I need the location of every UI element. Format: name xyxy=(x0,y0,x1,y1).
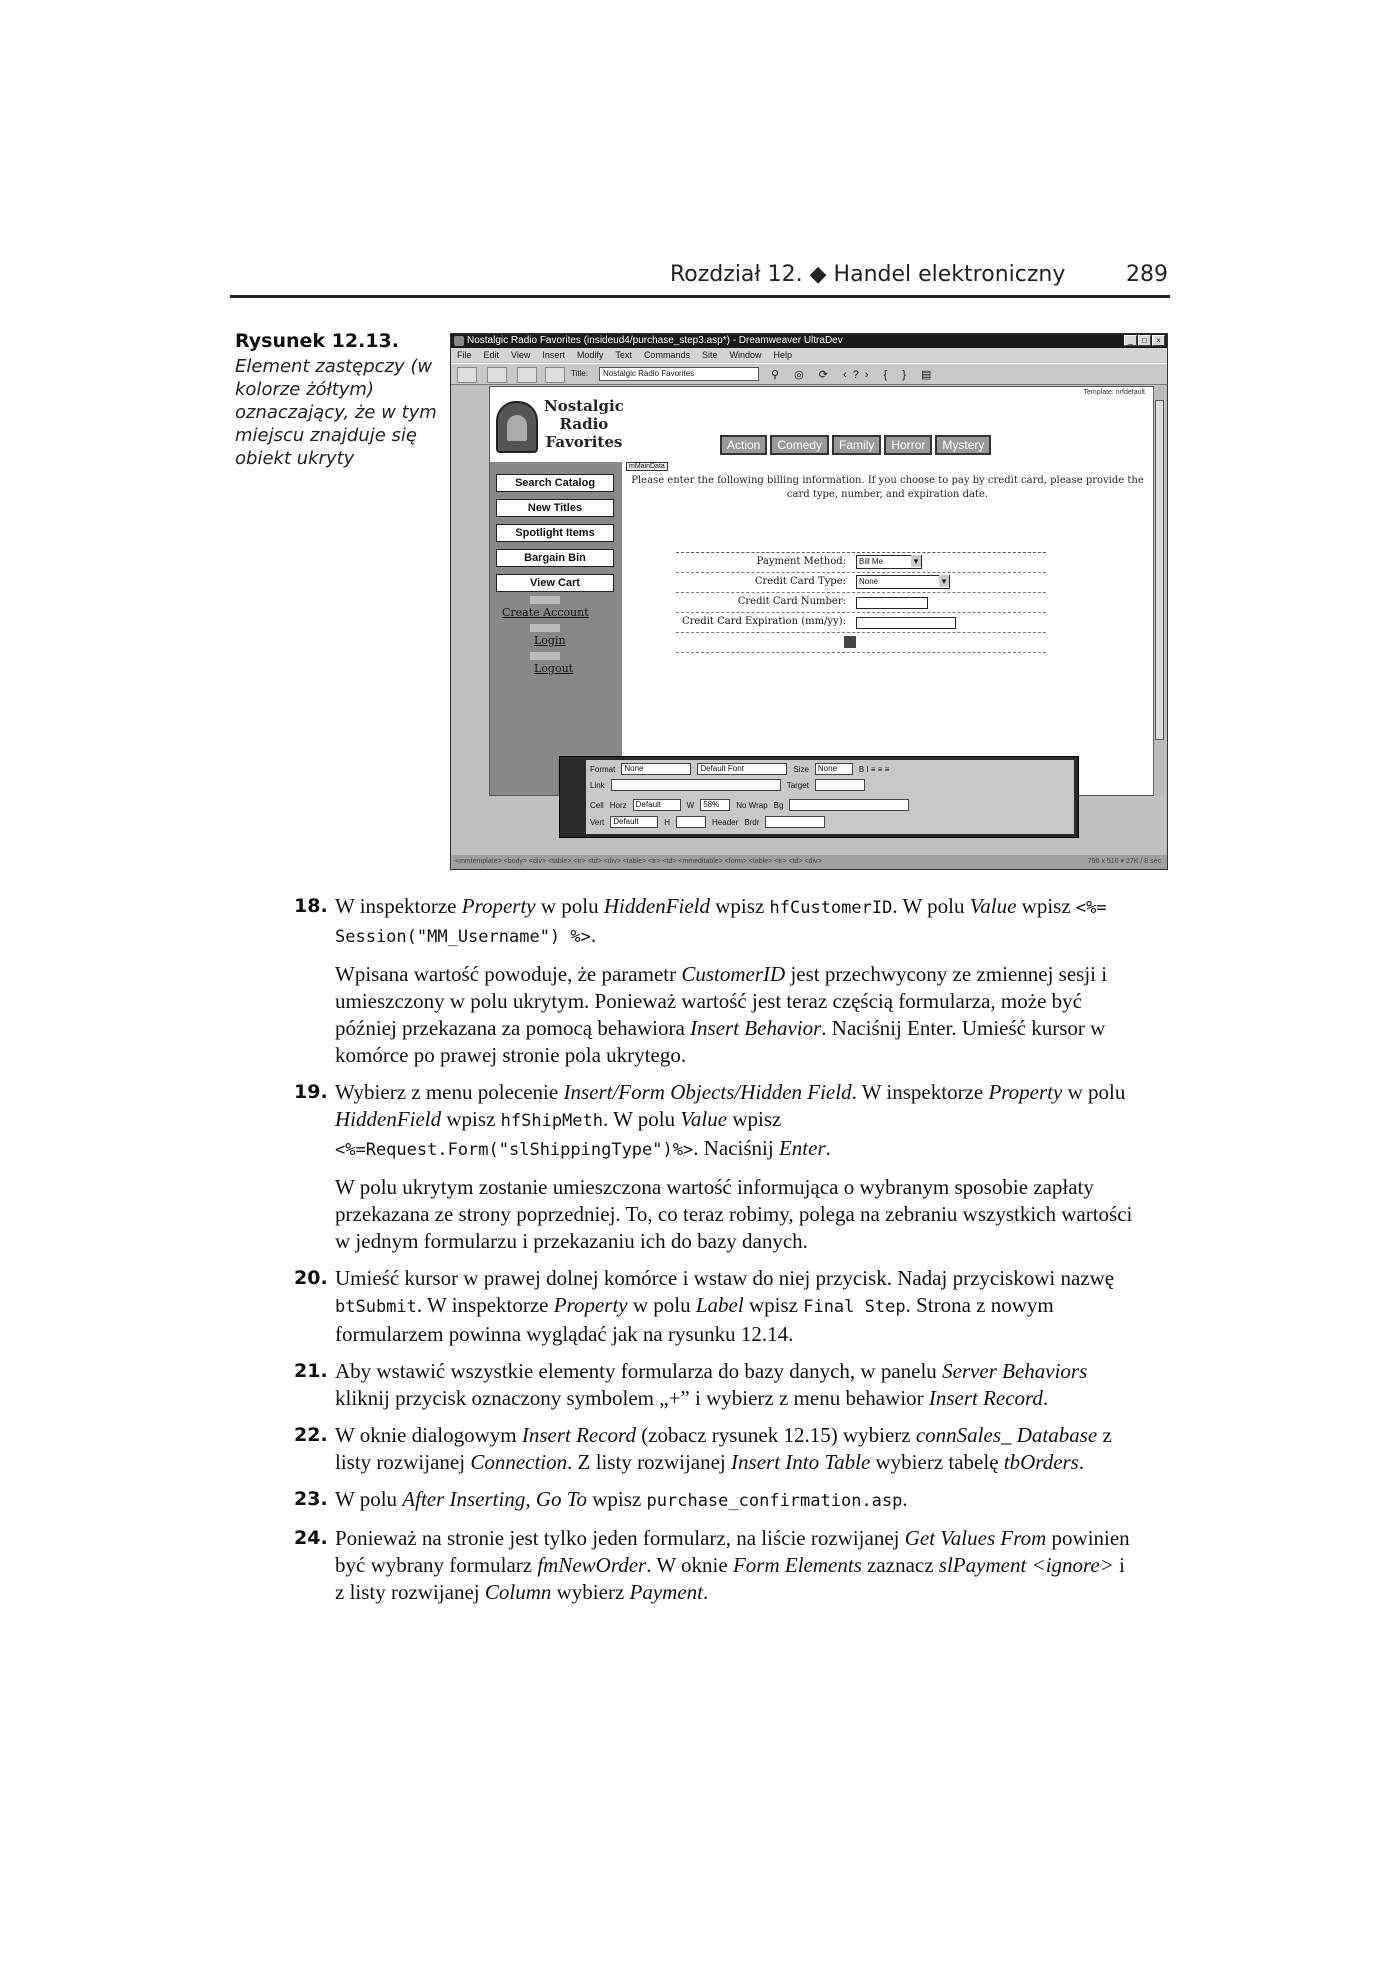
code-run: purchase_confirmation.asp xyxy=(646,1491,903,1511)
show-code-icon[interactable] xyxy=(457,367,477,383)
logout-link[interactable]: Logout xyxy=(534,662,574,675)
title-input[interactable]: Nostalgic Radio Favorites xyxy=(599,367,759,381)
text-run: . xyxy=(1042,1386,1049,1410)
text-run: Label xyxy=(695,1293,744,1317)
scroll-thumb[interactable] xyxy=(1155,400,1164,740)
tab-horror[interactable]: Horror xyxy=(884,435,932,455)
text-run: HiddenField xyxy=(335,1107,442,1131)
menu-commands[interactable]: Commands xyxy=(643,350,690,360)
text-run: Insert Into Table xyxy=(731,1450,871,1474)
code-run: <%=Request.Form("slShippingType")%> xyxy=(335,1140,694,1160)
cell-label: Cell xyxy=(590,800,604,810)
app-icon xyxy=(454,336,464,346)
card-type-select[interactable]: None ▾ xyxy=(856,575,950,589)
site-logo xyxy=(496,395,636,455)
server-tag-icon xyxy=(530,624,560,632)
property-inspector xyxy=(559,756,1079,838)
document-toolbar xyxy=(451,363,1167,385)
text-run: Property xyxy=(461,894,536,918)
code-run: hfCustomerID xyxy=(769,898,893,918)
template-label: Template: nrfdefault xyxy=(1083,389,1145,396)
card-type-label: Credit Card Type: xyxy=(754,576,846,587)
menu-file[interactable]: File xyxy=(457,350,472,360)
text-run: kliknij przycisk oznaczony symbolem „+” i wybierz z menu behawior xyxy=(335,1386,929,1410)
text-run: Wybierz z menu polecenie xyxy=(335,1080,564,1104)
bg-label: Bg xyxy=(773,800,784,810)
instruction-steps xyxy=(294,893,1135,1616)
text-run: w polu xyxy=(1062,1080,1126,1104)
site-sidebar xyxy=(490,462,622,796)
text-run: Property xyxy=(988,1080,1063,1104)
text-run: CustomerID xyxy=(681,962,786,986)
step-23 xyxy=(294,1486,1135,1515)
maximize-icon[interactable]: □ xyxy=(1138,335,1151,346)
card-number-input[interactable] xyxy=(856,597,928,609)
paragraph: W polu ukrytym zostanie umieszczona wartość informująca o wybranym sposobie zapłaty przekazana ze strony poprzedniej. To, co teraz robimy, polega na zebraniu wszystkich wartości w jednym formularzu i przekazaniu ich do bazy danych. xyxy=(335,1175,1133,1253)
bold-italic-icons[interactable]: B I ≡ ≡ ≡ xyxy=(858,764,890,774)
text-run: HiddenField xyxy=(603,894,711,918)
text-run: Aby wstawić wszystkie elementy formularza do bazy danych, w panelu xyxy=(335,1359,943,1383)
menu-modify[interactable]: Modify xyxy=(576,350,604,360)
window-controls xyxy=(1124,335,1165,346)
step-20 xyxy=(294,1265,1135,1348)
menu-text[interactable]: Text xyxy=(615,350,632,360)
menu-view[interactable]: View xyxy=(511,350,531,360)
payment-method-label: Payment Method: xyxy=(756,556,846,567)
text-run: Server Behaviors xyxy=(942,1359,1088,1383)
server-tag-icon xyxy=(530,596,560,604)
design-canvas xyxy=(489,386,1154,796)
tab-mystery[interactable]: Mystery xyxy=(935,435,991,455)
expiration-label: Credit Card Expiration (mm/yy): xyxy=(681,616,846,627)
text-run: wpisz xyxy=(441,1107,501,1131)
horz-select[interactable]: Default xyxy=(633,799,681,811)
text-run: W polu xyxy=(335,1487,403,1511)
text-run: Get Values From xyxy=(904,1526,1047,1550)
text-run: . xyxy=(703,1580,709,1604)
size-select[interactable]: None xyxy=(815,763,853,775)
chapter-title: Rozdział 12. ◆ Handel elektroniczny xyxy=(670,262,1066,287)
form-row xyxy=(676,553,1046,573)
font-select[interactable]: Default Font xyxy=(697,763,787,775)
figure-caption xyxy=(235,330,450,470)
step-number: 20. xyxy=(294,1267,328,1289)
text-run: . W oknie xyxy=(646,1553,733,1577)
bg-input[interactable] xyxy=(789,799,909,811)
window-titlebar xyxy=(451,334,1167,348)
show-design-icon[interactable] xyxy=(487,367,507,383)
text-run: w polu xyxy=(627,1293,696,1317)
text-run: jest przechwycony ze zmiennej sesji i umieszczony w polu ukrytym. Ponieważ wartość jest teraz częścią formularza, może być później przekazana za pomocą behawiora xyxy=(335,962,1108,1040)
text-run: After Inserting, Go To xyxy=(402,1487,588,1511)
text-run: Form Elements xyxy=(732,1553,862,1577)
form-row xyxy=(676,593,1046,613)
toolbar-icons[interactable]: ⚲ ◎ ⟳ ‹?› { } ▤ xyxy=(771,369,938,381)
target-select[interactable] xyxy=(815,779,865,791)
payment-method-select[interactable]: Bill Me ▾ xyxy=(856,555,922,569)
code-run: Final Step xyxy=(803,1297,906,1317)
brdr-label: Brdr xyxy=(744,817,760,827)
text-run: i z listy rozwijanej xyxy=(335,1553,1126,1604)
server-tag-icon xyxy=(530,652,560,660)
text-run: . Naciśnij xyxy=(693,1136,779,1160)
search-catalog-button[interactable]: Search Catalog xyxy=(496,474,614,492)
card-number-label: Credit Card Number: xyxy=(737,596,846,607)
paragraph xyxy=(335,961,1135,1069)
tab-family[interactable]: Family xyxy=(832,435,881,455)
text-run: Value xyxy=(969,894,1017,918)
text-run: . xyxy=(825,1136,831,1160)
link-label: Link xyxy=(590,780,605,790)
menu-edit[interactable]: Edit xyxy=(483,350,500,360)
code-run: hfShipMeth xyxy=(500,1111,603,1131)
form-row xyxy=(676,613,1046,633)
text-run: Wpisana wartość powoduje, że parametr xyxy=(335,962,682,986)
text-run: . Naciśnij Enter. Umieść kursor w komórce po prawej stronie pola ukrytego. xyxy=(335,1016,1106,1067)
vert-label: Vert xyxy=(590,817,605,827)
text-run: . W inspektorze xyxy=(851,1080,989,1104)
w-input[interactable]: 58% xyxy=(700,799,730,811)
logo-line-3: Favorites xyxy=(545,433,623,451)
new-titles-button[interactable]: New Titles xyxy=(496,499,614,517)
text-run: Value xyxy=(680,1107,728,1131)
figure-number: Rysunek 12.13. xyxy=(235,330,399,352)
view-cart-button[interactable]: View Cart xyxy=(496,574,614,592)
step-18 xyxy=(294,893,1135,951)
form-row xyxy=(676,573,1046,593)
step-number: 24. xyxy=(294,1527,328,1549)
text-run: W oknie dialogowym xyxy=(335,1423,522,1447)
text-run: Insert Record xyxy=(928,1386,1043,1410)
title-label: Title: xyxy=(571,369,589,378)
text-run: . Strona z nowym formularzem powinna wyglądać jak na rysunku 12.14. xyxy=(335,1293,1054,1346)
text-run: Insert Behavior xyxy=(690,1016,822,1040)
close-icon[interactable]: × xyxy=(1152,335,1165,346)
text-run: Payment xyxy=(629,1580,704,1604)
editable-region-tag: mMainData xyxy=(626,462,668,471)
text-run: . xyxy=(1078,1450,1085,1474)
vertical-scrollbar[interactable] xyxy=(1153,386,1165,796)
text-run: . xyxy=(590,923,597,947)
logo-line-1: Nostalgic xyxy=(544,397,624,415)
menu-site[interactable]: Site xyxy=(701,350,718,360)
link-input[interactable] xyxy=(611,779,781,791)
logo-line-2: Radio xyxy=(559,415,609,433)
figure-screenshot xyxy=(450,333,1168,870)
target-label: Target xyxy=(786,780,809,790)
menu-window[interactable]: Window xyxy=(729,350,762,360)
code-run: btSubmit xyxy=(335,1297,417,1317)
text-run: Ponieważ na stronie jest tylko jeden formularz, na liście rozwijanej xyxy=(335,1526,905,1550)
window-title: Nostalgic Radio Favorites (insideud4/purchase_step3.asp*) - Dreamweaver UltraDev xyxy=(467,335,843,346)
text-run: wpisz xyxy=(727,1107,782,1131)
tag-selector[interactable]: <mmtemplate> <body> <div> <table> <tr> <td> <div> <table> <tr> <td> <mmeditable> <form> <table> <tr> <td> <div> xyxy=(455,858,822,865)
text-run: wybierz tabelę xyxy=(870,1450,1004,1474)
spotlight-items-button[interactable]: Spotlight Items xyxy=(496,524,614,542)
text-run: powinien być wybrany formularz xyxy=(335,1526,1130,1577)
text-run: Umieść kursor w prawej dolnej komórce i wstaw do niej przycisk. Nadaj przyciskowi nazwę xyxy=(335,1266,1115,1290)
step-number: 18. xyxy=(294,895,328,917)
size-label: Size xyxy=(793,764,809,774)
expiration-input[interactable] xyxy=(856,617,956,629)
tab-action[interactable]: Action xyxy=(720,435,767,455)
text-run: wpisz xyxy=(743,1293,804,1317)
horz-label: Horz xyxy=(609,800,627,810)
window-size-readout: 796 x 510 ▾ 27K / 8 sec xyxy=(1087,858,1161,865)
step-number: 23. xyxy=(294,1488,328,1510)
tab-comedy[interactable]: Comedy xyxy=(770,435,829,455)
step-21 xyxy=(294,1358,1135,1412)
text-run: wybierz xyxy=(551,1580,630,1604)
status-bar xyxy=(451,855,1167,869)
form-row xyxy=(676,633,1046,653)
figure-caption-text: Element zastępczy (w kolorze żółtym) oznaczający, że w tym miejscu znajduje się obiekt ukryty xyxy=(235,356,437,469)
text-run: W inspektorze xyxy=(335,894,462,918)
text-run: (zobacz rysunek 12.15) wybierz xyxy=(635,1423,916,1447)
create-account-link[interactable]: Create Account xyxy=(502,606,589,619)
text-run: wpisz xyxy=(587,1487,647,1511)
text-run: zaznacz xyxy=(861,1553,939,1577)
text-run: Connection xyxy=(470,1450,568,1474)
text-run: Insert/Form Objects/Hidden Field xyxy=(563,1080,852,1104)
text-run: wpisz xyxy=(1016,894,1076,918)
billing-intro: Please enter the following billing information. If you choose to pay by credit card, please provide the card type, number, and expiration date. xyxy=(631,475,1144,500)
text-run: z listy rozwijanej xyxy=(335,1423,1112,1474)
menu-bar xyxy=(451,348,1167,362)
bargain-bin-button[interactable]: Bargain Bin xyxy=(496,549,614,567)
header-label: Header xyxy=(712,817,739,827)
step-number: 22. xyxy=(294,1424,328,1446)
text-run: wpisz xyxy=(710,894,770,918)
nowrap-label: No Wrap xyxy=(736,800,768,810)
text-run: Insert Record xyxy=(521,1423,636,1447)
text-run: fmNewOrder xyxy=(537,1553,647,1577)
minimize-icon[interactable]: _ xyxy=(1124,335,1137,346)
running-header xyxy=(230,262,1170,298)
radio-icon xyxy=(496,401,538,453)
format-select[interactable]: None xyxy=(621,763,691,775)
text-run: . W polu xyxy=(892,894,970,918)
step-24 xyxy=(294,1525,1135,1606)
brdr-input[interactable] xyxy=(765,816,825,828)
text-run: . W inspektorze xyxy=(416,1293,554,1317)
text-run: slPayment <ignore> xyxy=(938,1553,1114,1577)
text-run: . xyxy=(902,1487,908,1511)
text-run: . W polu xyxy=(603,1107,681,1131)
format-label: Format xyxy=(590,764,616,774)
step-22 xyxy=(294,1422,1135,1476)
login-link[interactable]: Login xyxy=(534,634,566,647)
text-run: Column xyxy=(484,1580,552,1604)
text-run: . Z listy rozwijanej xyxy=(567,1450,732,1474)
step-19 xyxy=(294,1079,1135,1164)
vert-select[interactable]: Default xyxy=(610,816,658,828)
menu-insert[interactable]: Insert xyxy=(542,350,565,360)
text-run: connSales_ Database xyxy=(915,1423,1098,1447)
page-number: 289 xyxy=(1126,262,1168,287)
menu-help[interactable]: Help xyxy=(773,350,792,360)
step-number: 19. xyxy=(294,1081,328,1103)
h-label: H xyxy=(664,817,671,827)
category-tabs xyxy=(720,435,991,455)
step-number: 21. xyxy=(294,1360,328,1382)
code-run: <%= Session("MM_Username") %> xyxy=(335,898,1107,947)
text-run: tbOrders xyxy=(1003,1450,1079,1474)
billing-form xyxy=(676,552,1046,653)
text-run: Property xyxy=(553,1293,628,1317)
h-input[interactable] xyxy=(676,816,706,828)
show-split-icon[interactable] xyxy=(517,367,537,383)
live-data-icon[interactable] xyxy=(545,367,565,383)
text-run: Enter xyxy=(778,1136,826,1160)
hidden-field-icon[interactable] xyxy=(844,636,856,648)
w-label: W xyxy=(686,800,695,810)
text-run: w polu xyxy=(535,894,604,918)
main-content xyxy=(626,462,1151,796)
